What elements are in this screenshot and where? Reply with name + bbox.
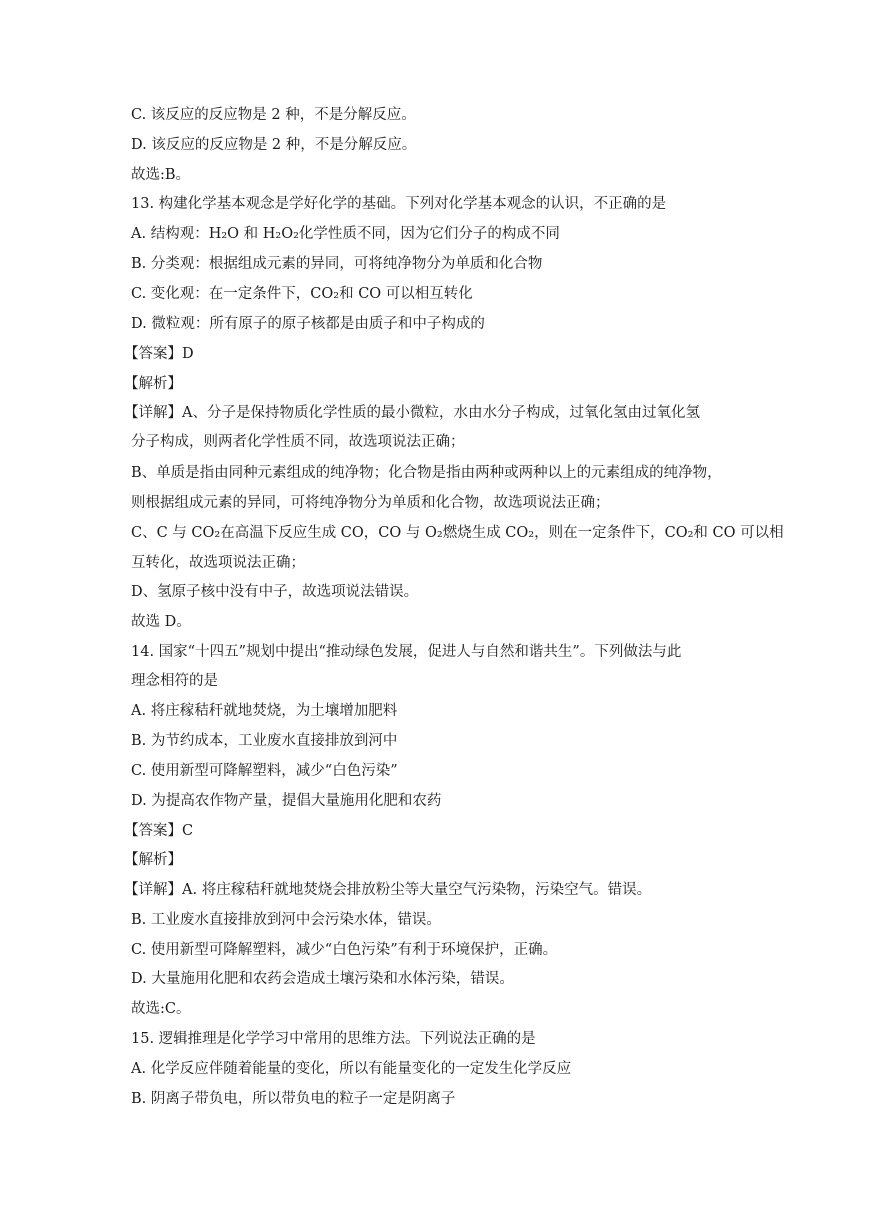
- option-a: A. 结构观：H₂O 和 H₂O₂化学性质不同，因为它们分子的构成不同: [131, 226, 560, 242]
- option-b: B. 阴离子带负电，所以带负电的粒子一定是阴离子: [131, 1091, 456, 1107]
- option-c: C. 变化观：在一定条件下，CO₂和 CO 可以相互转化: [131, 286, 473, 302]
- explanation-line: B、单质是指由同种元素组成的纯净物；化合物是指由两种或两种以上的元素组成的纯净物，: [131, 465, 722, 481]
- answer-choice: 故选 D。: [131, 614, 191, 630]
- answer-label: 【答案】C: [124, 823, 194, 839]
- explanation-line: D. 大量施用化肥和农药会造成土壤污染和水体污染，错误。: [131, 971, 514, 987]
- explanation-line: B. 工业废水直接排放到河中会污染水体，错误。: [131, 912, 441, 928]
- question-15-stem: 15. 逻辑推理是化学学习中常用的思维方法。下列说法正确的是: [131, 1031, 536, 1047]
- analysis-label: 【解析】: [124, 376, 182, 392]
- explanation-line: 分子构成，则两者化学性质不同，故选项说法正确；: [131, 434, 465, 450]
- answer-choice: 故选:C。: [131, 1001, 191, 1017]
- text-line: D. 该反应的反应物是 2 种，不是分解反应。: [131, 137, 417, 153]
- text-line: 故选:B。: [131, 167, 191, 183]
- explanation-line: 【详解】A、分子是保持物质化学性质的最小微粒，水由水分子构成，过氧化氢由过氧化氢: [124, 405, 700, 421]
- question-14-stem-cont: 理念相符的是: [131, 673, 218, 689]
- option-d: D. 微粒观：所有原子的原子核都是由质子和中子构成的: [131, 316, 485, 332]
- question-14-stem: 14. 国家“十四五”规划中提出“推动绿色发展，促进人与自然和谐共生”。下列做法与此: [131, 644, 682, 660]
- explanation-line: 互转化，故选项说法正确；: [131, 555, 305, 571]
- option-c: C. 使用新型可降解塑料，减少“白色污染”: [131, 763, 398, 779]
- option-b: B. 为节约成本，工业废水直接排放到河中: [131, 733, 398, 749]
- answer-label: 【答案】D: [124, 346, 194, 362]
- explanation-line: D、氢原子核中没有中子，故选项说法错误。: [131, 584, 419, 600]
- analysis-label: 【解析】: [124, 852, 182, 868]
- option-a: A. 化学反应伴随着能量的变化，所以有能量变化的一定发生化学反应: [131, 1061, 572, 1077]
- explanation-line: 则根据组成元素的异同，可将纯净物分为单质和化合物，故选项说法正确；: [131, 495, 610, 511]
- text-line: C. 该反应的反应物是 2 种，不是分解反应。: [131, 107, 416, 123]
- option-a: A. 将庄稼秸秆就地焚烧，为土壤增加肥料: [131, 703, 398, 719]
- question-13-stem: 13. 构建化学基本观念是学好化学的基础。下列对化学基本观念的认识，不正确的是: [131, 196, 667, 212]
- explanation-line: 【详解】A. 将庄稼秸秆就地焚烧会排放粉尘等大量空气污染物，污染空气。错误。: [124, 882, 652, 898]
- explanation-line: C、C 与 CO₂在高温下反应生成 CO，CO 与 O₂燃烧生成 CO₂，则在一定条件下，CO₂和 CO 可以相: [131, 525, 784, 541]
- explanation-line: C. 使用新型可降解塑料，减少“白色污染”有利于环境保护，正确。: [131, 942, 558, 958]
- option-b: B. 分类观：根据组成元素的异同，可将纯净物分为单质和化合物: [131, 256, 543, 272]
- option-d: D. 为提高农作物产量，提倡大量施用化肥和农药: [131, 793, 442, 809]
